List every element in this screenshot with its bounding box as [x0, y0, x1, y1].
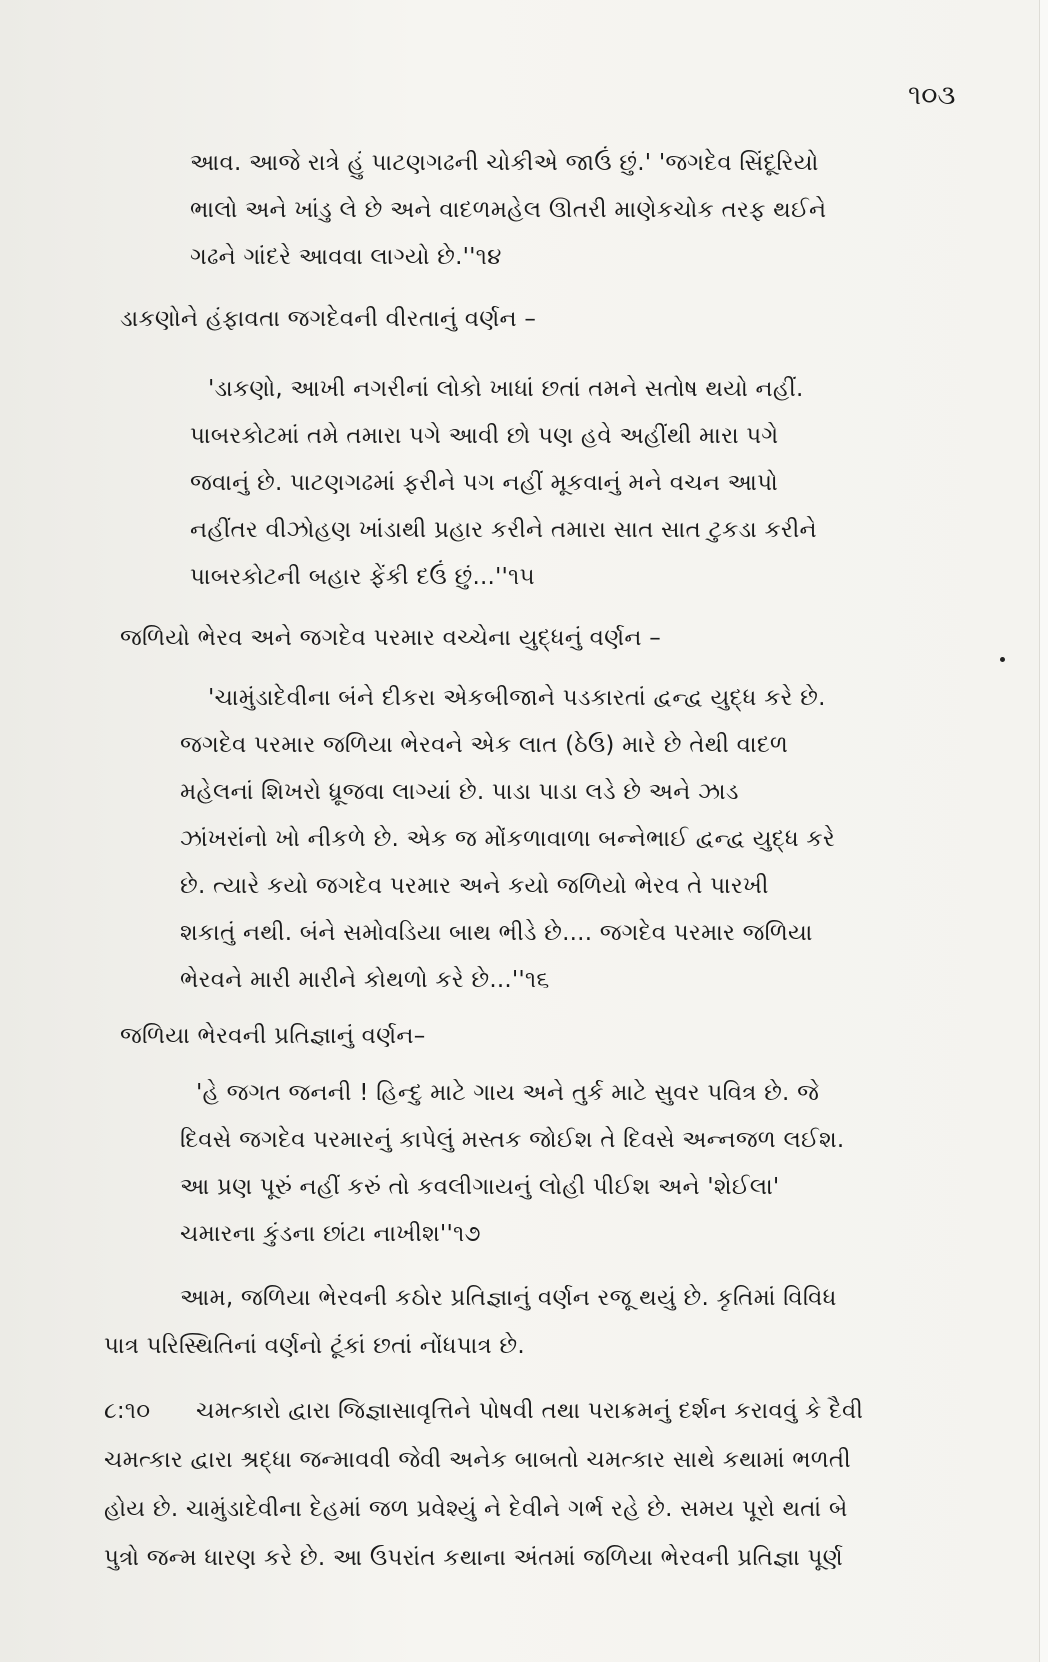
- quote-line: મહેલનાં શિખરો ધ્રૂજવા લાગ્યાં છે. પાડા પાડા લડે છે અને ઝાડ: [180, 779, 739, 805]
- section-number: ૮:૧૦: [104, 1398, 151, 1424]
- quote-line: શકાતું નથી. બંને સમોવડિયા બાથ ભીડે છે.... જગદેવ પરમાર જળિયા: [180, 920, 813, 946]
- quote-line: ચમારના કુંડના છાંટા નાખીશ''૧૭: [180, 1221, 481, 1247]
- quote-line: ભેરવને મારી મારીને કોથળો કરે છે...''૧૬: [180, 967, 550, 993]
- paragraph-line: આમ, જળિયા ભેરવની કઠોર પ્રતિજ્ઞાનું વર્ણન રજૂ થયું છે. કૃતિમાં વિવિધ: [180, 1285, 837, 1311]
- quote-line: નહીંતર વીઝોહણ ખાંડાથી પ્રહાર કરીને તમારા સાત સાત ટુકડા કરીને: [190, 517, 817, 543]
- page-edge: [1039, 0, 1048, 1662]
- page-number: ૧૦૩: [908, 80, 956, 111]
- quote-line: પાબરકોટની બહાર ફેંકી દઉં છું...''૧૫: [190, 564, 535, 590]
- section-heading: ડાકણોને હંફાવતા જગદેવની વીરતાનું વર્ણન –: [120, 306, 537, 332]
- quote-line: પાબરકોટમાં તમે તમારા પગે આવી છો પણ હવે અહીંથી મારા પગે: [190, 423, 779, 449]
- paragraph-line: પુત્રો જન્મ ધારણ કરે છે. આ ઉપરાંત કથાના અંતમાં જળિયા ભેરવની પ્રતિજ્ઞા પૂર્ણ: [104, 1545, 843, 1571]
- quote-line: જગદેવ પરમાર જળિયા ભેરવને એક લાત (ઠેઉ) મારે છે તેથી વાદળ: [180, 732, 789, 758]
- quote-line: ઝાંખરાંનો ખો નીકળે છે. એક જ મોંકળાવાળા બન્નેભાઈ દ્વન્દ્વ યુદ્ધ કરે: [180, 826, 835, 852]
- text-line: આવ. આજે રાત્રે હું પાટણગઢની ચોકીએ જાઉં છું.' 'જગદેવ સિંદૂરિયો: [190, 150, 819, 176]
- section-heading: જળિયા ભેરવની પ્રતિજ્ઞાનું વર્ણન–: [120, 1023, 426, 1049]
- quote-line: આ પ્રણ પૂરું નહીં કરું તો કવલીગાયનું લોહી પીઈશ અને 'શેઈલા': [180, 1174, 780, 1200]
- quote-line: 'હે જગત જનની ! હિન્દુ માટે ગાય અને તુર્ક માટે સુવર પવિત્ર છે. જે: [196, 1080, 820, 1106]
- paragraph-line: પાત્ર પરિસ્થિતિનાં વર્ણનો ટૂંકાં છતાં નોંધપાત્ર છે.: [104, 1333, 525, 1359]
- quote-line: 'ડાકણો, આખી નગરીનાં લોકો ખાધાં છતાં તમને સતોષ થયો નહીં.: [208, 376, 804, 402]
- quote-line: દિવસે જગદેવ પરમારનું કાપેલું મસ્તક જોઈશ તે દિવસે અન્નજળ લઈશ.: [180, 1127, 845, 1153]
- paragraph-line: ચમત્કાર દ્વારા શ્રદ્ધા જન્માવવી જેવી અનેક બાબતો ચમત્કાર સાથે કથામાં ભળતી: [104, 1447, 851, 1473]
- paragraph-line: ચમત્કારો દ્વારા જિજ્ઞાસાવૃત્તિને પોષવી તથા પરાક્રમનું દર્શન કરાવવું કે દૈવી: [196, 1398, 864, 1424]
- text-line: ભાલો અને ખાંડુ લે છે અને વાદળમહેલ ઊતરી માણેકચોક તરફ થઈને: [190, 197, 827, 223]
- paragraph-line: હોય છે. ચામુંડાદેવીના દેહમાં જળ પ્રવેશ્યું ને દેવીને ગર્ભ રહે છે. સમય પૂરો થતાં બે: [104, 1496, 848, 1522]
- quote-line: 'ચામુંડાદેવીના બંને દીકરા એકબીજાને પડકારતાં દ્વન્દ્વ યુદ્ધ કરે છે.: [208, 685, 826, 711]
- quote-line: જવાનું છે. પાટણગઢમાં ફરીને પગ નહીં મૂકવાનું મને વચન આપો: [190, 470, 778, 496]
- quote-line: છે. ત્યારે કયો જગદેવ પરમાર અને કયો જળિયો ભેરવ તે પારખી: [180, 873, 769, 899]
- ink-mark: [1000, 657, 1005, 662]
- section-heading: જળિયો ભેરવ અને જગદેવ પરમાર વચ્ચેના યુદ્ધનું વર્ણન –: [120, 625, 661, 651]
- text-line: ગઢને ગાંદરે આવવા લાગ્યો છે.''૧૪: [190, 244, 502, 270]
